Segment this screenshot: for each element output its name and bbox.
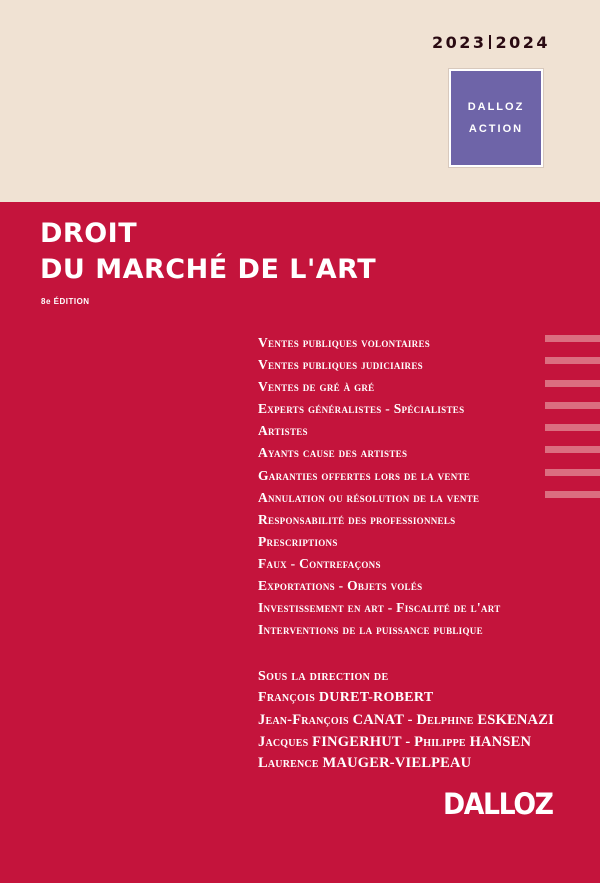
year-separator bbox=[489, 35, 491, 49]
publisher-logo: DALLOZ bbox=[443, 787, 553, 821]
topic-item: Ventes publiques volontaires bbox=[258, 335, 431, 350]
stripe bbox=[545, 335, 600, 342]
topics-list bbox=[258, 332, 501, 641]
authors-list bbox=[258, 710, 554, 775]
stripe bbox=[545, 357, 600, 364]
edition-years bbox=[432, 33, 550, 52]
director-name: François DURET-ROBERT bbox=[258, 690, 434, 705]
editorial-direction bbox=[258, 666, 434, 708]
year-start: 2023 bbox=[431, 33, 487, 52]
author-line: Jacques FINGERHUT - Philippe HANSEN bbox=[258, 733, 532, 750]
topic-item: Annulation ou résolution de la vente bbox=[258, 489, 480, 505]
edition-label: 8e ÉDITION bbox=[41, 297, 90, 306]
title-line-2: DU MARCHÉ DE L'ART bbox=[40, 254, 377, 285]
collection-name-line1: DALLOZ bbox=[467, 101, 525, 113]
author-line: Laurence MAUGER-VIELPEAU bbox=[258, 755, 472, 771]
book-title bbox=[40, 216, 376, 288]
topic-item: Responsabilité des professionnels bbox=[258, 511, 456, 527]
topic-item: Ayants cause des artistes bbox=[258, 445, 408, 461]
topic-item: Experts généralistes - Spécialistes bbox=[258, 401, 465, 417]
year-end: 2024 bbox=[495, 33, 550, 52]
decorative-stripes bbox=[545, 335, 600, 513]
stripe bbox=[545, 469, 600, 476]
topic-item: Ventes publiques judiciaires bbox=[258, 357, 423, 373]
topic-item: Faux - Contrefaçons bbox=[258, 555, 381, 571]
topic-item: Interventions de la puissance publique bbox=[258, 622, 483, 638]
stripe bbox=[545, 402, 600, 409]
topic-item: Ventes de gré à gré bbox=[258, 379, 375, 395]
topic-item: Investissement en art - Fiscalité de l'art bbox=[258, 600, 501, 616]
topic-item: Exportations - Objets volés bbox=[258, 578, 423, 594]
topic-item: Garanties offertes lors de la vente bbox=[258, 467, 471, 483]
title-line-1: DROIT bbox=[40, 218, 138, 249]
stripe bbox=[545, 424, 600, 431]
stripe bbox=[545, 380, 600, 387]
collection-name-line2: ACTION bbox=[468, 123, 524, 135]
author-line: Jean-François CANAT - Delphine ESKENAZI bbox=[258, 712, 554, 728]
stripe bbox=[545, 491, 600, 498]
collection-badge bbox=[449, 69, 543, 167]
stripe bbox=[545, 446, 600, 453]
direction-label: Sous la direction de bbox=[258, 669, 389, 684]
topic-item: Artistes bbox=[258, 423, 308, 439]
cover-top-band bbox=[0, 0, 600, 202]
topic-item: Prescriptions bbox=[258, 533, 338, 549]
